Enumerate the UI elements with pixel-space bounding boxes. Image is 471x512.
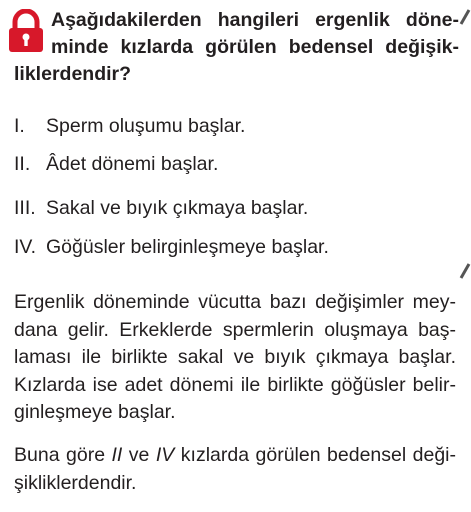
question-line-1: Aşağıdakilerden hangileri ergenlik döne- — [51, 9, 459, 31]
explanation-line: Kızlarda ise adet dönemi ile birlikte göğüsler belir- — [14, 373, 456, 396]
question-line-3: liklerdendir? — [14, 63, 132, 85]
conclusion-paragraph — [14, 442, 456, 497]
conclusion-line-1 — [14, 442, 456, 470]
option-number: II. — [14, 153, 31, 175]
option-number: III. — [14, 197, 36, 219]
option-iv — [14, 235, 329, 259]
conclusion-prefix: Buna göre — [14, 444, 112, 466]
option-text: Sakal ve bıyık çıkmaya başlar. — [46, 197, 309, 219]
conclusion-line-2: şikliklerdendir. — [14, 471, 137, 494]
conclusion-rest: kızlarda görülen bedensel deği- — [174, 444, 457, 466]
option-i — [14, 114, 245, 138]
pencil-icon — [457, 262, 471, 280]
option-number: I. — [14, 115, 25, 137]
explanation-line: ginleşmeye başlar. — [14, 401, 176, 424]
option-text: Âdet dönemi başlar. — [46, 153, 219, 175]
pencil-icon — [457, 8, 471, 26]
explanation-paragraph — [14, 289, 456, 427]
option-text: Göğüsler belirginleşmeye başlar. — [46, 236, 329, 258]
option-number: IV. — [14, 236, 37, 258]
question-line-2: minde kızlarda görülen bedensel değişik- — [51, 36, 459, 58]
conclusion-and: ve — [122, 444, 156, 466]
explanation-line: Ergenlik döneminde vücutta bazı değişimler mey- — [14, 291, 456, 313]
explanation-line: dana gelir. Erkeklerde spermlerin oluşmaya baş- — [14, 318, 456, 341]
roman-iv: IV — [155, 444, 175, 466]
roman-ii: II — [111, 444, 123, 466]
option-iii — [14, 196, 308, 220]
question-text — [14, 7, 459, 88]
explanation-line: laması ile birlikte sakal ve bıyık çıkmaya başlar. — [14, 346, 456, 369]
option-text: Sperm oluşumu başlar. — [46, 115, 246, 137]
option-ii — [14, 152, 218, 176]
